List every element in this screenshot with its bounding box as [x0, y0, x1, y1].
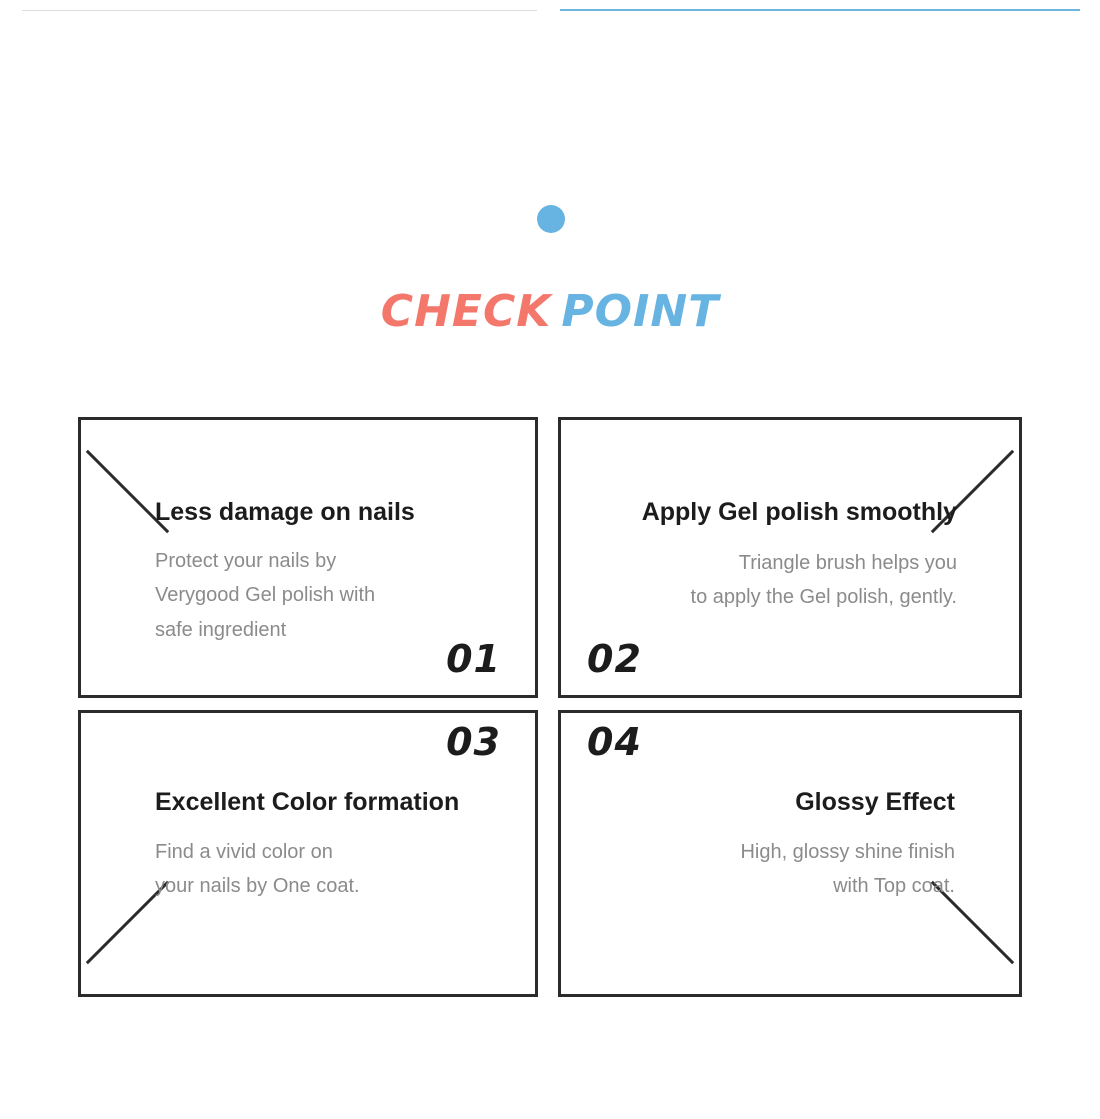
card-body	[155, 544, 375, 647]
card-body-line: Protect your nails by	[155, 550, 337, 572]
page-title-word-check: CHECK	[380, 286, 552, 337]
checkpoint-grid	[78, 417, 1022, 997]
checkpoint-card-02	[558, 417, 1022, 698]
card-body-line: to apply the Gel polish, gently.	[690, 586, 957, 609]
checkpoint-card-01	[78, 417, 538, 698]
card-body-line: Triangle brush helps you	[738, 552, 957, 574]
top-bar-right	[560, 0, 1080, 11]
card-number: 03	[446, 720, 501, 764]
card-number: 04	[587, 720, 642, 764]
card-heading: Excellent Color formation	[155, 788, 460, 816]
card-body-line: Find a vivid color on	[155, 841, 333, 863]
top-bar-left	[22, 0, 537, 11]
card-body-line: your nails by One coat.	[155, 875, 360, 898]
card-number: 01	[446, 637, 501, 681]
checkpoint-card-04	[558, 710, 1022, 997]
card-body	[740, 835, 955, 904]
card-heading: Less damage on nails	[155, 498, 415, 526]
page-title	[0, 286, 1100, 337]
card-body	[155, 835, 360, 904]
card-body-line: safe ingredient	[155, 618, 287, 641]
card-heading: Glossy Effect	[795, 788, 955, 816]
card-body-line: High, glossy shine finish	[740, 841, 955, 863]
card-body	[691, 546, 957, 615]
blue-dot-decoration	[537, 205, 565, 233]
page-title-word-point: POINT	[561, 286, 720, 337]
card-body-line: Verygood Gel polish with	[155, 584, 376, 607]
card-heading: Apply Gel polish smoothly	[641, 498, 957, 526]
checkpoint-card-03	[78, 710, 538, 997]
card-body-line: with Top coat.	[833, 875, 955, 898]
top-decoration-strip	[0, 0, 1100, 14]
card-number: 02	[587, 637, 642, 681]
